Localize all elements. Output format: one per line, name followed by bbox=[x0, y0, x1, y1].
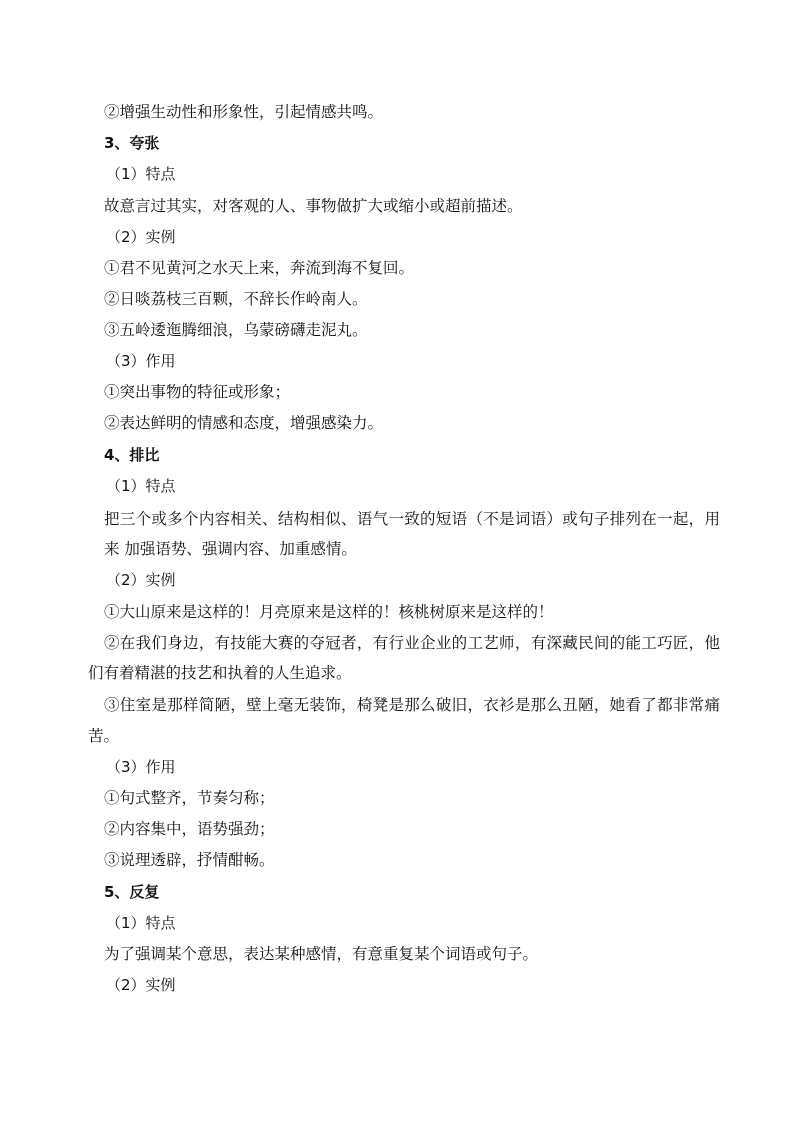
text-line: ②日啖荔枝三百颗，不辞长作岭南人。 bbox=[104, 290, 368, 308]
subheading-features: （1）特点 bbox=[106, 914, 176, 932]
text-line: ①君不见黄河之水天上来，奔流到海不复回。 bbox=[104, 259, 415, 277]
text-line: 苦。 bbox=[88, 727, 120, 745]
text-line: ②在我们身边，有技能大赛的夺冠者，有行业企业的工艺师，有深藏民间的能工巧匠，他 bbox=[104, 634, 720, 652]
text-line: 故意言过其实，对客观的人、事物做扩大或缩小或超前描述。 bbox=[104, 197, 523, 215]
text-line: 来 加强语势、强调内容、加重感情。 bbox=[104, 540, 357, 558]
subheading-function: （3）作用 bbox=[106, 758, 176, 776]
text-line: ③住室是那样简陋，壁上毫无装饰，椅凳是那么破旧，衣衫是那么丑陋，她看了都非常痛 bbox=[104, 696, 720, 714]
section-heading-repetition: 5、反复 bbox=[104, 883, 160, 901]
subheading-examples: （2）实例 bbox=[106, 976, 176, 994]
text-line: ①突出事物的特征或形象； bbox=[104, 383, 291, 401]
subheading-features: （1）特点 bbox=[106, 477, 176, 495]
text-line: ②表达鲜明的情感和态度，增强感染力。 bbox=[104, 414, 384, 432]
text-line: ①句式整齐，节奏匀称； bbox=[104, 789, 275, 807]
text-line: 把三个或多个内容相关、结构相似、语气一致的短语（不是词语）或句子排列在一起，用 bbox=[104, 510, 720, 528]
subheading-features: （1）特点 bbox=[106, 165, 176, 183]
section-heading-parallelism: 4、排比 bbox=[104, 446, 160, 464]
text-line: 们有着精湛的技艺和执着的人生追求。 bbox=[88, 664, 352, 682]
text-line: ②增强生动性和形象性，引起情感共鸣。 bbox=[104, 103, 384, 121]
subheading-examples: （2）实例 bbox=[106, 228, 176, 246]
text-line: ③说理透辟，抒情酣畅。 bbox=[104, 851, 275, 869]
subheading-examples: （2）实例 bbox=[106, 571, 176, 589]
text-line: ①大山原来是这样的！月亮原来是这样的！核桃树原来是这样的！ bbox=[104, 603, 554, 621]
subheading-function: （3）作用 bbox=[106, 352, 176, 370]
text-line: ②内容集中，语势强劲； bbox=[104, 820, 275, 838]
text-line: ③五岭逶迤腾细浪，乌蒙磅礴走泥丸。 bbox=[104, 321, 368, 339]
text-line: 为了强调某个意思，表达某种感情，有意重复某个词语或句子。 bbox=[104, 945, 539, 963]
section-heading-hyperbole: 3、夸张 bbox=[104, 134, 160, 152]
